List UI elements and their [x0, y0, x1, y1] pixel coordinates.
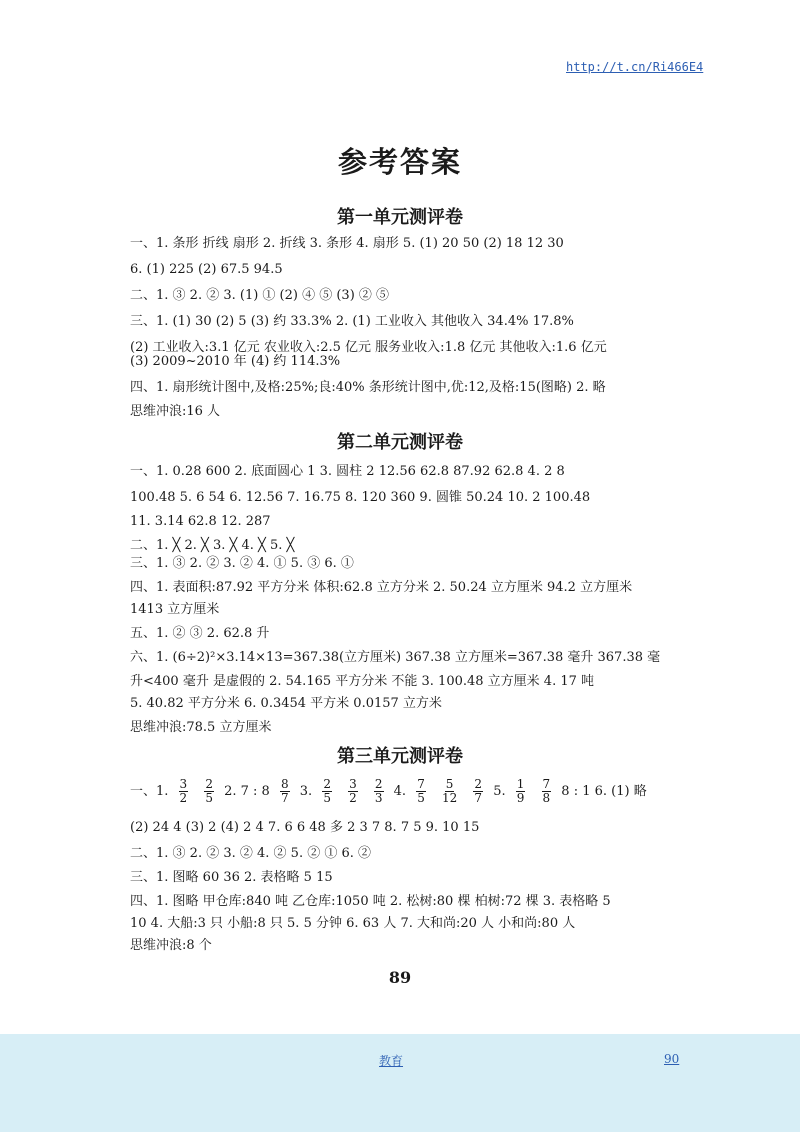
unit1-line: (2) 工业收入:3.1 亿元 农业收入:2.5 亿元 服务业收入:1.8 亿元 其他收入:1.6 亿元 [130, 340, 607, 355]
unit1-line: 三、1. (1) 30 (2) 5 (3) 约 33.3% 2. (1) 工业收入 其他收入 34.4% 17.8% [130, 314, 574, 329]
unit2-line: 1413 立方厘米 [130, 602, 220, 617]
unit1-line: 6. (1) 225 (2) 67.5 94.5 [130, 262, 283, 277]
q-label: 4. [393, 784, 407, 799]
page-number: 89 [388, 968, 412, 987]
q-label: 3. [299, 784, 313, 799]
unit1-line: (3) 2009~2010 年 (4) 约 114.3% [130, 354, 341, 369]
unit2-line: 二、1. ╳ 2. ╳ 3. ╳ 4. ╳ 5. ╳ [130, 538, 295, 553]
footer-link[interactable]: 教育 [379, 1054, 404, 1068]
unit2-line: 11. 3.14 62.8 12. 287 [130, 514, 271, 529]
unit3-title: 第三单元测评卷 [337, 746, 463, 767]
unit1-line: 一、1. 条形 折线 扇形 2. 折线 3. 条形 4. 扇形 5. (1) 20 50 (2) 18 12 30 [130, 236, 564, 251]
unit3-line: 四、1. 图略 甲仓库:840 吨 乙仓库:1050 吨 2. 松树:80 棵 柏树:72 棵 3. 表格略 5 [130, 894, 611, 909]
unit3-fraction-line [130, 778, 647, 805]
unit2-line: 思维冲浪:78.5 立方厘米 [130, 720, 272, 735]
fraction: $\frac{3}{2}$ [349, 777, 357, 805]
q-label: 一、1. [130, 784, 169, 799]
unit3-line: 二、1. ③ 2. ② 3. ② 4. ② 5. ② ① 6. ② [130, 846, 372, 861]
footer-band [0, 1034, 800, 1132]
footer-page-link[interactable]: 90 [664, 1052, 680, 1066]
fraction: $\frac{7}{5}$ [417, 777, 425, 805]
unit2-line: 三、1. ③ 2. ② 3. ② 4. ① 5. ③ 6. ① [130, 556, 354, 571]
fraction: $\frac{2}{7}$ [474, 777, 483, 805]
unit2-line: 5. 40.82 平方分米 6. 0.3454 平方米 0.0157 立方米 [130, 696, 442, 711]
unit1-title: 第一单元测评卷 [337, 207, 463, 228]
header-link[interactable]: http://t.cn/Ri466E4 [566, 60, 704, 74]
unit1-line: 思维冲浪:16 人 [130, 404, 221, 419]
fraction: $\frac{2}{5}$ [323, 777, 331, 805]
unit2-line: 四、1. 表面积:87.92 平方分米 体积:62.8 立方分米 2. 50.24 立方厘米 94.2 立方厘米 [130, 580, 633, 595]
unit3-line: 10 4. 大船:3 只 小船:8 只 5. 5 分钟 6. 63 人 7. 大和尚:20 人 小和尚:80 人 [130, 916, 576, 931]
fraction: $\frac{2}{3}$ [374, 777, 383, 805]
q-label: 2. 7 : 8 [224, 784, 270, 799]
unit1-line: 二、1. ③ 2. ② 3. (1) ① (2) ④ ⑤ (3) ② ⑤ [130, 288, 390, 303]
fraction: $\frac{3}{2}$ [179, 777, 188, 805]
unit2-line: 一、1. 0.28 600 2. 底面圆心 1 3. 圆柱 2 12.56 62.8 87.92 62.8 4. 2 8 [130, 464, 565, 479]
q-label: 5. [493, 784, 506, 799]
unit2-line: 升<400 毫升 是虚假的 2. 54.165 平方分米 不能 3. 100.48 立方厘米 4. 17 吨 [130, 674, 595, 689]
page-title: 参考答案 [337, 145, 462, 179]
fraction: $\frac{1}{9}$ [516, 777, 525, 805]
unit1-line: 四、1. 扇形统计图中,及格:25%;良:40% 条形统计图中,优:12,及格:15(图略) 2. 略 [130, 380, 606, 395]
unit2-line: 五、1. ② ③ 2. 62.8 升 [130, 626, 270, 641]
unit3-line: 三、1. 图略 60 36 2. 表格略 5 15 [130, 870, 333, 885]
fraction: $\frac{7}{8}$ [542, 777, 551, 805]
unit2-line: 六、1. (6÷2)²×3.14×13=367.38(立方厘米) 367.38 立方厘米=367.38 毫升 367.38 毫 [130, 650, 661, 665]
q-label: 8 : 1 6. (1) 略 [561, 784, 647, 799]
fraction: $\frac{8}{7}$ [280, 777, 289, 805]
unit2-title: 第二单元测评卷 [337, 432, 463, 453]
unit3-line: 思维冲浪:8 个 [130, 938, 212, 953]
fraction: $\frac{2}{5}$ [205, 777, 213, 805]
fraction: $\frac{5}{12}$ [441, 777, 458, 805]
unit3-line: (2) 24 4 (3) 2 (4) 2 4 7. 6 6 48 多 2 3 7 8. 7 5 9. 10 15 [130, 820, 480, 835]
unit2-line: 100.48 5. 6 54 6. 12.56 7. 16.75 8. 120 360 9. 圆锥 50.24 10. 2 100.48 [130, 490, 591, 505]
